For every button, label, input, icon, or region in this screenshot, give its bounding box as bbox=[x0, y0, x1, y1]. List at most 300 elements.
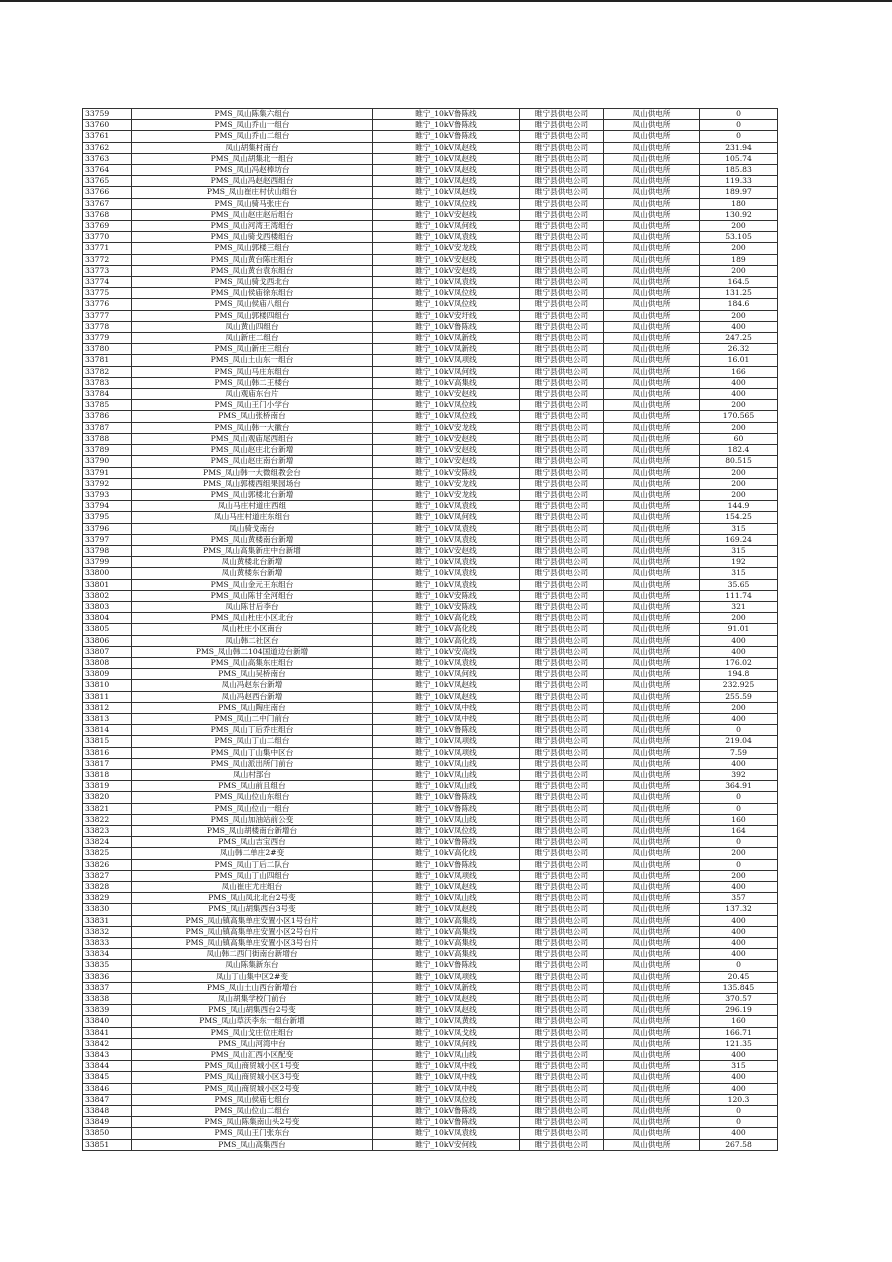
cell-id: 33764 bbox=[83, 165, 132, 176]
cell-supply-station: 凤山供电所 bbox=[604, 702, 700, 713]
cell-value: 182.4 bbox=[700, 445, 778, 456]
cell-line-name: 睢宁_10kV鲁陈线 bbox=[373, 321, 520, 332]
cell-station-name: 凤山崔庄尤庄组台 bbox=[132, 882, 373, 893]
table-row bbox=[83, 344, 778, 355]
cell-id: 33836 bbox=[83, 971, 132, 982]
table-row bbox=[83, 848, 778, 859]
cell-company: 睢宁县供电公司 bbox=[520, 366, 604, 377]
cell-supply-station: 凤山供电所 bbox=[604, 691, 700, 702]
cell-id: 33819 bbox=[83, 781, 132, 792]
cell-id: 33800 bbox=[83, 568, 132, 579]
table-row bbox=[83, 512, 778, 523]
cell-line-name: 睢宁_10kV凤位线 bbox=[373, 411, 520, 422]
cell-value: 0 bbox=[700, 131, 778, 142]
cell-company: 睢宁县供电公司 bbox=[520, 512, 604, 523]
table-row bbox=[83, 803, 778, 814]
cell-company: 睢宁县供电公司 bbox=[520, 758, 604, 769]
cell-station-name: PMS_凤山吴桥南台 bbox=[132, 669, 373, 680]
table-row bbox=[83, 982, 778, 993]
cell-station-name: PMS_凤山黄楼南台新增 bbox=[132, 534, 373, 545]
cell-line-name: 睢宁_10kV安赵线 bbox=[373, 433, 520, 444]
cell-line-name: 睢宁_10kV凤中线 bbox=[373, 1072, 520, 1083]
cell-id: 33801 bbox=[83, 579, 132, 590]
table-row bbox=[83, 478, 778, 489]
cell-value: 192 bbox=[700, 557, 778, 568]
cell-line-name: 睢宁_10kV凤袁线 bbox=[373, 534, 520, 545]
table-row bbox=[83, 949, 778, 960]
table-row bbox=[83, 1050, 778, 1061]
cell-value: 180 bbox=[700, 198, 778, 209]
cell-id: 33807 bbox=[83, 646, 132, 657]
cell-value: 400 bbox=[700, 949, 778, 960]
cell-id: 33772 bbox=[83, 254, 132, 265]
cell-id: 33771 bbox=[83, 243, 132, 254]
cell-company: 睢宁县供电公司 bbox=[520, 814, 604, 825]
cell-id: 33759 bbox=[83, 109, 132, 120]
cell-id: 33810 bbox=[83, 680, 132, 691]
cell-id: 33789 bbox=[83, 445, 132, 456]
table-row bbox=[83, 624, 778, 635]
cell-id: 33778 bbox=[83, 321, 132, 332]
cell-station-name: PMS_凤山郭楼四组台 bbox=[132, 310, 373, 321]
cell-company: 睢宁县供电公司 bbox=[520, 949, 604, 960]
cell-line-name: 睢宁_10kV安赵线 bbox=[373, 456, 520, 467]
table-row bbox=[83, 1139, 778, 1150]
table-row bbox=[83, 915, 778, 926]
cell-company: 睢宁县供电公司 bbox=[520, 545, 604, 556]
cell-company: 睢宁县供电公司 bbox=[520, 568, 604, 579]
table-row bbox=[83, 747, 778, 758]
cell-value: 194.8 bbox=[700, 669, 778, 680]
table-row bbox=[83, 299, 778, 310]
cell-value: 144.9 bbox=[700, 501, 778, 512]
cell-station-name: PMS_凤山河湾中台 bbox=[132, 1038, 373, 1049]
cell-line-name: 睢宁_10kV凤黄线 bbox=[373, 1016, 520, 1027]
cell-company: 睢宁县供电公司 bbox=[520, 657, 604, 668]
table-row bbox=[83, 310, 778, 321]
cell-company: 睢宁县供电公司 bbox=[520, 277, 604, 288]
cell-supply-station: 凤山供电所 bbox=[604, 1106, 700, 1117]
cell-station-name: PMS_凤山黄台陈庄组台 bbox=[132, 254, 373, 265]
cell-station-name: PMS_凤山陈甘全河组台 bbox=[132, 590, 373, 601]
cell-station-name: PMS_凤山金元王东组台 bbox=[132, 579, 373, 590]
cell-company: 睢宁县供电公司 bbox=[520, 982, 604, 993]
cell-value: 169.24 bbox=[700, 534, 778, 545]
cell-line-name: 睢宁_10kV凤何线 bbox=[373, 512, 520, 523]
cell-station-name: PMS_凤山杜庄小区北台 bbox=[132, 613, 373, 624]
table-row bbox=[83, 187, 778, 198]
cell-line-name: 睢宁_10kV高集线 bbox=[373, 377, 520, 388]
cell-line-name: 睢宁_10kV凤山线 bbox=[373, 769, 520, 780]
table-row bbox=[83, 882, 778, 893]
cell-id: 33763 bbox=[83, 153, 132, 164]
cell-supply-station: 凤山供电所 bbox=[604, 545, 700, 556]
cell-line-name: 睢宁_10kV凤新线 bbox=[373, 344, 520, 355]
table-row bbox=[83, 590, 778, 601]
cell-supply-station: 凤山供电所 bbox=[604, 1128, 700, 1139]
cell-id: 33813 bbox=[83, 713, 132, 724]
cell-value: 0 bbox=[700, 1106, 778, 1117]
cell-supply-station: 凤山供电所 bbox=[604, 1094, 700, 1105]
cell-supply-station: 凤山供电所 bbox=[604, 792, 700, 803]
table-row bbox=[83, 545, 778, 556]
cell-company: 睢宁县供电公司 bbox=[520, 344, 604, 355]
cell-id: 33795 bbox=[83, 512, 132, 523]
cell-id: 33782 bbox=[83, 366, 132, 377]
cell-supply-station: 凤山供电所 bbox=[604, 938, 700, 949]
cell-company: 睢宁县供电公司 bbox=[520, 624, 604, 635]
cell-id: 33762 bbox=[83, 142, 132, 153]
table-row bbox=[83, 680, 778, 691]
cell-value: 370.57 bbox=[700, 994, 778, 1005]
cell-value: 0 bbox=[700, 1117, 778, 1128]
cell-value: 184.6 bbox=[700, 299, 778, 310]
cell-value: 91.01 bbox=[700, 624, 778, 635]
cell-supply-station: 凤山供电所 bbox=[604, 243, 700, 254]
cell-line-name: 睢宁_10kV凤赵线 bbox=[373, 153, 520, 164]
cell-station-name: PMS_凤山土山西台新增台 bbox=[132, 982, 373, 993]
cell-company: 睢宁县供电公司 bbox=[520, 1128, 604, 1139]
cell-value: 400 bbox=[700, 938, 778, 949]
cell-supply-station: 凤山供电所 bbox=[604, 1050, 700, 1061]
cell-company: 睢宁县供电公司 bbox=[520, 467, 604, 478]
table-row bbox=[83, 389, 778, 400]
cell-station-name: PMS_凤山侯庙七组台 bbox=[132, 1094, 373, 1105]
table-row bbox=[83, 635, 778, 646]
cell-company: 睢宁县供电公司 bbox=[520, 232, 604, 243]
table-row bbox=[83, 702, 778, 713]
data-table bbox=[82, 108, 778, 1151]
cell-supply-station: 凤山供电所 bbox=[604, 288, 700, 299]
cell-station-name: PMS_凤山侯庙徐东组台 bbox=[132, 288, 373, 299]
cell-company: 睢宁县供电公司 bbox=[520, 848, 604, 859]
table-row bbox=[83, 792, 778, 803]
table-row bbox=[83, 120, 778, 131]
cell-id: 33817 bbox=[83, 758, 132, 769]
cell-line-name: 睢宁_10kV高集线 bbox=[373, 926, 520, 937]
cell-line-name: 睢宁_10kV凤山线 bbox=[373, 781, 520, 792]
cell-company: 睢宁县供电公司 bbox=[520, 725, 604, 736]
cell-supply-station: 凤山供电所 bbox=[604, 994, 700, 1005]
cell-supply-station: 凤山供电所 bbox=[604, 781, 700, 792]
cell-value: 189.97 bbox=[700, 187, 778, 198]
cell-station-name: PMS_凤山派出所门前台 bbox=[132, 758, 373, 769]
table-row bbox=[83, 1083, 778, 1094]
cell-company: 睢宁县供电公司 bbox=[520, 859, 604, 870]
cell-station-name: PMS_凤山位山一组台 bbox=[132, 803, 373, 814]
table-row bbox=[83, 333, 778, 344]
cell-supply-station: 凤山供电所 bbox=[604, 1083, 700, 1094]
cell-value: 185.83 bbox=[700, 165, 778, 176]
cell-company: 睢宁县供电公司 bbox=[520, 389, 604, 400]
cell-value: 111.74 bbox=[700, 590, 778, 601]
cell-supply-station: 凤山供电所 bbox=[604, 277, 700, 288]
cell-id: 33818 bbox=[83, 769, 132, 780]
cell-line-name: 睢宁_10kV高集线 bbox=[373, 938, 520, 949]
cell-station-name: PMS_凤山二中门前台 bbox=[132, 713, 373, 724]
cell-supply-station: 凤山供电所 bbox=[604, 826, 700, 837]
table-row bbox=[83, 400, 778, 411]
cell-supply-station: 凤山供电所 bbox=[604, 646, 700, 657]
cell-supply-station: 凤山供电所 bbox=[604, 1038, 700, 1049]
cell-line-name: 睢宁_10kV凤赵线 bbox=[373, 691, 520, 702]
cell-value: 400 bbox=[700, 915, 778, 926]
cell-value: 200 bbox=[700, 478, 778, 489]
cell-value: 400 bbox=[700, 758, 778, 769]
cell-company: 睢宁县供电公司 bbox=[520, 153, 604, 164]
cell-line-name: 睢宁_10kV凤袁线 bbox=[373, 232, 520, 243]
cell-company: 睢宁县供电公司 bbox=[520, 1005, 604, 1016]
table-row bbox=[83, 467, 778, 478]
cell-id: 33769 bbox=[83, 221, 132, 232]
cell-line-name: 睢宁_10kV高集线 bbox=[373, 949, 520, 960]
cell-station-name: 凤山韩二西门街南台新增台 bbox=[132, 949, 373, 960]
cell-station-name: 凤山黄楼北台新增 bbox=[132, 557, 373, 568]
table-row bbox=[83, 1061, 778, 1072]
cell-id: 33840 bbox=[83, 1016, 132, 1027]
cell-station-name: PMS_凤山丁山集中区台 bbox=[132, 747, 373, 758]
table-row bbox=[83, 781, 778, 792]
cell-supply-station: 凤山供电所 bbox=[604, 579, 700, 590]
table-row bbox=[83, 646, 778, 657]
cell-station-name: PMS_凤山丁山四组台 bbox=[132, 870, 373, 881]
cell-value: 232.925 bbox=[700, 680, 778, 691]
cell-id: 33809 bbox=[83, 669, 132, 680]
cell-value: 0 bbox=[700, 859, 778, 870]
cell-company: 睢宁县供电公司 bbox=[520, 1027, 604, 1038]
cell-company: 睢宁县供电公司 bbox=[520, 221, 604, 232]
cell-line-name: 睢宁_10kV凤赵线 bbox=[373, 680, 520, 691]
cell-company: 睢宁县供电公司 bbox=[520, 478, 604, 489]
cell-supply-station: 凤山供电所 bbox=[604, 187, 700, 198]
cell-id: 33779 bbox=[83, 333, 132, 344]
cell-id: 33830 bbox=[83, 904, 132, 915]
cell-supply-station: 凤山供电所 bbox=[604, 501, 700, 512]
cell-supply-station: 凤山供电所 bbox=[604, 153, 700, 164]
cell-id: 33787 bbox=[83, 422, 132, 433]
cell-id: 33794 bbox=[83, 501, 132, 512]
cell-company: 睢宁县供电公司 bbox=[520, 960, 604, 971]
cell-supply-station: 凤山供电所 bbox=[604, 1005, 700, 1016]
cell-value: 200 bbox=[700, 422, 778, 433]
cell-id: 33786 bbox=[83, 411, 132, 422]
cell-station-name: 凤山村部台 bbox=[132, 769, 373, 780]
cell-id: 33821 bbox=[83, 803, 132, 814]
cell-company: 睢宁县供电公司 bbox=[520, 187, 604, 198]
cell-value: 392 bbox=[700, 769, 778, 780]
cell-station-name: PMS_凤山骑马张庄台 bbox=[132, 198, 373, 209]
cell-supply-station: 凤山供电所 bbox=[604, 400, 700, 411]
cell-line-name: 睢宁_10kV凤袁线 bbox=[373, 568, 520, 579]
cell-line-name: 睢宁_10kV鲁陈线 bbox=[373, 859, 520, 870]
cell-supply-station: 凤山供电所 bbox=[604, 1139, 700, 1150]
cell-company: 睢宁县供电公司 bbox=[520, 142, 604, 153]
cell-value: 170.565 bbox=[700, 411, 778, 422]
cell-company: 睢宁县供电公司 bbox=[520, 781, 604, 792]
cell-supply-station: 凤山供电所 bbox=[604, 456, 700, 467]
cell-station-name: PMS_凤山赵庄南台新增 bbox=[132, 456, 373, 467]
cell-supply-station: 凤山供电所 bbox=[604, 1027, 700, 1038]
cell-station-name: PMS_凤山郭楼三组台 bbox=[132, 243, 373, 254]
cell-supply-station: 凤山供电所 bbox=[604, 321, 700, 332]
cell-value: 400 bbox=[700, 713, 778, 724]
cell-line-name: 睢宁_10kV安陈线 bbox=[373, 590, 520, 601]
cell-value: 135.845 bbox=[700, 982, 778, 993]
cell-value: 20.45 bbox=[700, 971, 778, 982]
cell-company: 睢宁县供电公司 bbox=[520, 557, 604, 568]
cell-company: 睢宁县供电公司 bbox=[520, 926, 604, 937]
cell-line-name: 睢宁_10kV凤中线 bbox=[373, 1061, 520, 1072]
cell-value: 400 bbox=[700, 1128, 778, 1139]
cell-value: 166.71 bbox=[700, 1027, 778, 1038]
table-row bbox=[83, 904, 778, 915]
cell-id: 33827 bbox=[83, 870, 132, 881]
cell-supply-station: 凤山供电所 bbox=[604, 389, 700, 400]
cell-station-name: PMS_凤山胡集西台3号变 bbox=[132, 904, 373, 915]
cell-id: 33766 bbox=[83, 187, 132, 198]
cell-value: 176.02 bbox=[700, 657, 778, 668]
cell-company: 睢宁县供电公司 bbox=[520, 1117, 604, 1128]
cell-value: 164 bbox=[700, 826, 778, 837]
cell-id: 33822 bbox=[83, 814, 132, 825]
cell-supply-station: 凤山供电所 bbox=[604, 882, 700, 893]
cell-station-name: PMS_凤山高集新庄中台新增 bbox=[132, 545, 373, 556]
cell-station-name: PMS_凤山郭楼西组果园场台 bbox=[132, 478, 373, 489]
cell-station-name: PMS_凤山韩二王楼台 bbox=[132, 377, 373, 388]
cell-supply-station: 凤山供电所 bbox=[604, 657, 700, 668]
cell-line-name: 睢宁_10kV凤位线 bbox=[373, 400, 520, 411]
table-row bbox=[83, 926, 778, 937]
cell-company: 睢宁县供电公司 bbox=[520, 501, 604, 512]
cell-id: 33844 bbox=[83, 1061, 132, 1072]
cell-id: 33814 bbox=[83, 725, 132, 736]
cell-line-name: 睢宁_10kV安龙线 bbox=[373, 478, 520, 489]
table-row bbox=[83, 422, 778, 433]
cell-value: 189 bbox=[700, 254, 778, 265]
cell-supply-station: 凤山供电所 bbox=[604, 613, 700, 624]
table-row bbox=[83, 321, 778, 332]
cell-id: 33843 bbox=[83, 1050, 132, 1061]
cell-station-name: 凤山新庄二组台 bbox=[132, 333, 373, 344]
table-row bbox=[83, 1072, 778, 1083]
cell-line-name: 睢宁_10kV安高线 bbox=[373, 646, 520, 657]
cell-id: 33767 bbox=[83, 198, 132, 209]
cell-supply-station: 凤山供电所 bbox=[604, 411, 700, 422]
cell-value: 357 bbox=[700, 893, 778, 904]
cell-station-name: 凤山陈集新东台 bbox=[132, 960, 373, 971]
cell-line-name: 睢宁_10kV安龙线 bbox=[373, 422, 520, 433]
cell-supply-station: 凤山供电所 bbox=[604, 344, 700, 355]
cell-value: 7.59 bbox=[700, 747, 778, 758]
cell-value: 364.91 bbox=[700, 781, 778, 792]
cell-value: 35.65 bbox=[700, 579, 778, 590]
cell-line-name: 睢宁_10kV凤袁线 bbox=[373, 501, 520, 512]
cell-supply-station: 凤山供电所 bbox=[604, 848, 700, 859]
cell-line-name: 睢宁_10kV高集线 bbox=[373, 915, 520, 926]
cell-value: 160 bbox=[700, 814, 778, 825]
cell-company: 睢宁县供电公司 bbox=[520, 165, 604, 176]
cell-value: 267.58 bbox=[700, 1139, 778, 1150]
cell-line-name: 睢宁_10kV凤赵线 bbox=[373, 1005, 520, 1016]
cell-company: 睢宁县供电公司 bbox=[520, 109, 604, 120]
cell-value: 137.32 bbox=[700, 904, 778, 915]
cell-supply-station: 凤山供电所 bbox=[604, 1117, 700, 1128]
cell-station-name: PMS_凤山张桥南台 bbox=[132, 411, 373, 422]
cell-supply-station: 凤山供电所 bbox=[604, 635, 700, 646]
cell-station-name: PMS_凤山河湾王湾组台 bbox=[132, 221, 373, 232]
cell-company: 睢宁县供电公司 bbox=[520, 938, 604, 949]
cell-line-name: 睢宁_10kV凤何线 bbox=[373, 366, 520, 377]
table-row bbox=[83, 994, 778, 1005]
cell-supply-station: 凤山供电所 bbox=[604, 893, 700, 904]
cell-line-name: 睢宁_10kV凤袁线 bbox=[373, 523, 520, 534]
table-row bbox=[83, 265, 778, 276]
table-row bbox=[83, 893, 778, 904]
cell-id: 33793 bbox=[83, 489, 132, 500]
cell-station-name: PMS_凤山草沃李东一组台新增 bbox=[132, 1016, 373, 1027]
cell-id: 33790 bbox=[83, 456, 132, 467]
cell-value: 0 bbox=[700, 120, 778, 131]
cell-company: 睢宁县供电公司 bbox=[520, 131, 604, 142]
cell-line-name: 睢宁_10kV安赵线 bbox=[373, 209, 520, 220]
table-row bbox=[83, 758, 778, 769]
cell-station-name: PMS_凤山骑戈西楼组台 bbox=[132, 232, 373, 243]
cell-line-name: 睢宁_10kV安赵线 bbox=[373, 389, 520, 400]
cell-station-name: PMS_凤山戈庄位庄组台 bbox=[132, 1027, 373, 1038]
cell-company: 睢宁县供电公司 bbox=[520, 590, 604, 601]
cell-supply-station: 凤山供电所 bbox=[604, 366, 700, 377]
cell-company: 睢宁县供电公司 bbox=[520, 635, 604, 646]
cell-station-name: PMS_凤山王门张东台 bbox=[132, 1128, 373, 1139]
cell-supply-station: 凤山供电所 bbox=[604, 758, 700, 769]
cell-supply-station: 凤山供电所 bbox=[604, 142, 700, 153]
cell-supply-station: 凤山供电所 bbox=[604, 333, 700, 344]
cell-supply-station: 凤山供电所 bbox=[604, 590, 700, 601]
cell-company: 睢宁县供电公司 bbox=[520, 747, 604, 758]
cell-station-name: PMS_凤山骑戈西北台 bbox=[132, 277, 373, 288]
cell-value: 400 bbox=[700, 321, 778, 332]
cell-station-name: PMS_凤山郭楼北台新增 bbox=[132, 489, 373, 500]
cell-id: 33784 bbox=[83, 389, 132, 400]
cell-line-name: 睢宁_10kV鲁陈线 bbox=[373, 131, 520, 142]
cell-line-name: 睢宁_10kV凤袁线 bbox=[373, 557, 520, 568]
cell-station-name: PMS_凤山高集西台 bbox=[132, 1139, 373, 1150]
cell-value: 0 bbox=[700, 792, 778, 803]
cell-company: 睢宁县供电公司 bbox=[520, 736, 604, 747]
cell-value: 164.5 bbox=[700, 277, 778, 288]
cell-supply-station: 凤山供电所 bbox=[604, 1072, 700, 1083]
table-row bbox=[83, 814, 778, 825]
cell-station-name: PMS_凤山汇西小区配变 bbox=[132, 1050, 373, 1061]
cell-station-name: PMS_凤山吉宝西台 bbox=[132, 837, 373, 848]
cell-value: 200 bbox=[700, 489, 778, 500]
cell-value: 121.35 bbox=[700, 1038, 778, 1049]
cell-company: 睢宁县供电公司 bbox=[520, 613, 604, 624]
cell-company: 睢宁县供电公司 bbox=[520, 299, 604, 310]
cell-id: 33850 bbox=[83, 1128, 132, 1139]
cell-value: 200 bbox=[700, 467, 778, 478]
table-row bbox=[83, 165, 778, 176]
cell-supply-station: 凤山供电所 bbox=[604, 557, 700, 568]
cell-id: 33777 bbox=[83, 310, 132, 321]
cell-company: 睢宁县供电公司 bbox=[520, 1038, 604, 1049]
cell-supply-station: 凤山供电所 bbox=[604, 445, 700, 456]
cell-id: 33846 bbox=[83, 1083, 132, 1094]
cell-supply-station: 凤山供电所 bbox=[604, 904, 700, 915]
table-row bbox=[83, 657, 778, 668]
cell-value: 160 bbox=[700, 1016, 778, 1027]
cell-value: 200 bbox=[700, 613, 778, 624]
